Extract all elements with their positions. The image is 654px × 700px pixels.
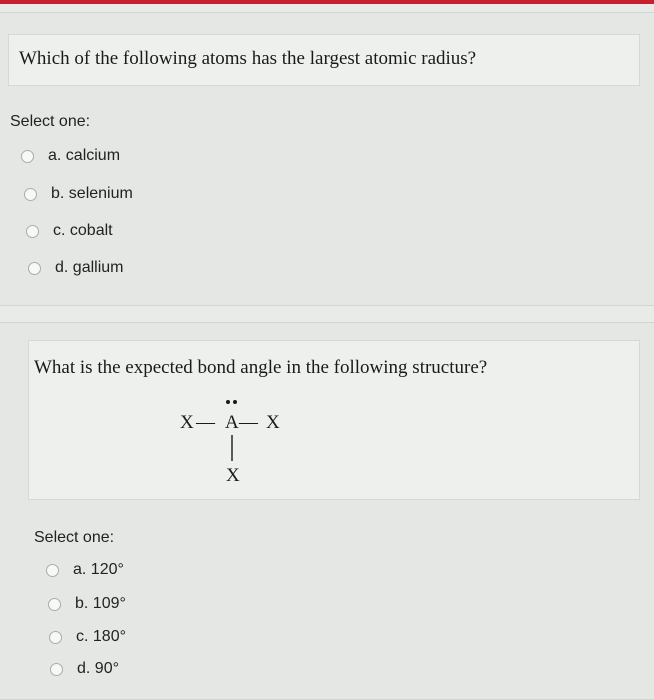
option-180-degrees[interactable] [49,628,126,646]
radio-button[interactable] [26,225,39,238]
top-accent-bar [0,0,654,4]
option-label: d. 90° [77,660,119,677]
radio-button[interactable] [28,262,41,275]
lone-pair-dot-left [226,400,230,404]
option-label: a. 120° [73,561,124,578]
right-atom-x: X [266,412,280,433]
central-atom-a: A [225,412,239,433]
right-bond: — [239,412,258,433]
option-109-degrees[interactable] [48,595,126,613]
lewis-structure-drawing [180,388,300,488]
radio-button[interactable] [50,663,63,676]
option-label: a. calcium [48,147,121,164]
option-label: c. 180° [76,628,126,645]
radio-button[interactable] [48,598,61,611]
option-selenium[interactable] [24,185,133,203]
radio-button[interactable] [49,631,62,644]
question-1-text: Which of the following atoms has the largest atomic radius? [19,48,477,69]
option-label: b. 109° [75,595,126,612]
option-label: b. selenium [51,185,133,202]
lone-pair-dot-right [233,400,237,404]
question-2-text: What is the expected bond angle in the following structure? [34,357,488,378]
radio-button[interactable] [46,564,59,577]
option-calcium[interactable] [21,147,120,165]
option-120-degrees[interactable] [46,561,124,579]
option-label: d. gallium [55,259,124,276]
lewis-structure [180,388,300,488]
option-label: c. cobalt [53,222,113,239]
select-one-label-1: Select one: [10,113,91,130]
option-90-degrees[interactable] [50,660,119,678]
radio-button[interactable] [21,150,34,163]
select-one-label-2: Select one: [34,529,115,546]
left-bond: — [196,412,215,433]
option-gallium[interactable] [28,259,123,277]
bottom-atom-x: X [226,465,240,486]
option-cobalt[interactable] [26,222,113,240]
left-atom-x: X [180,412,194,433]
radio-button[interactable] [24,188,37,201]
